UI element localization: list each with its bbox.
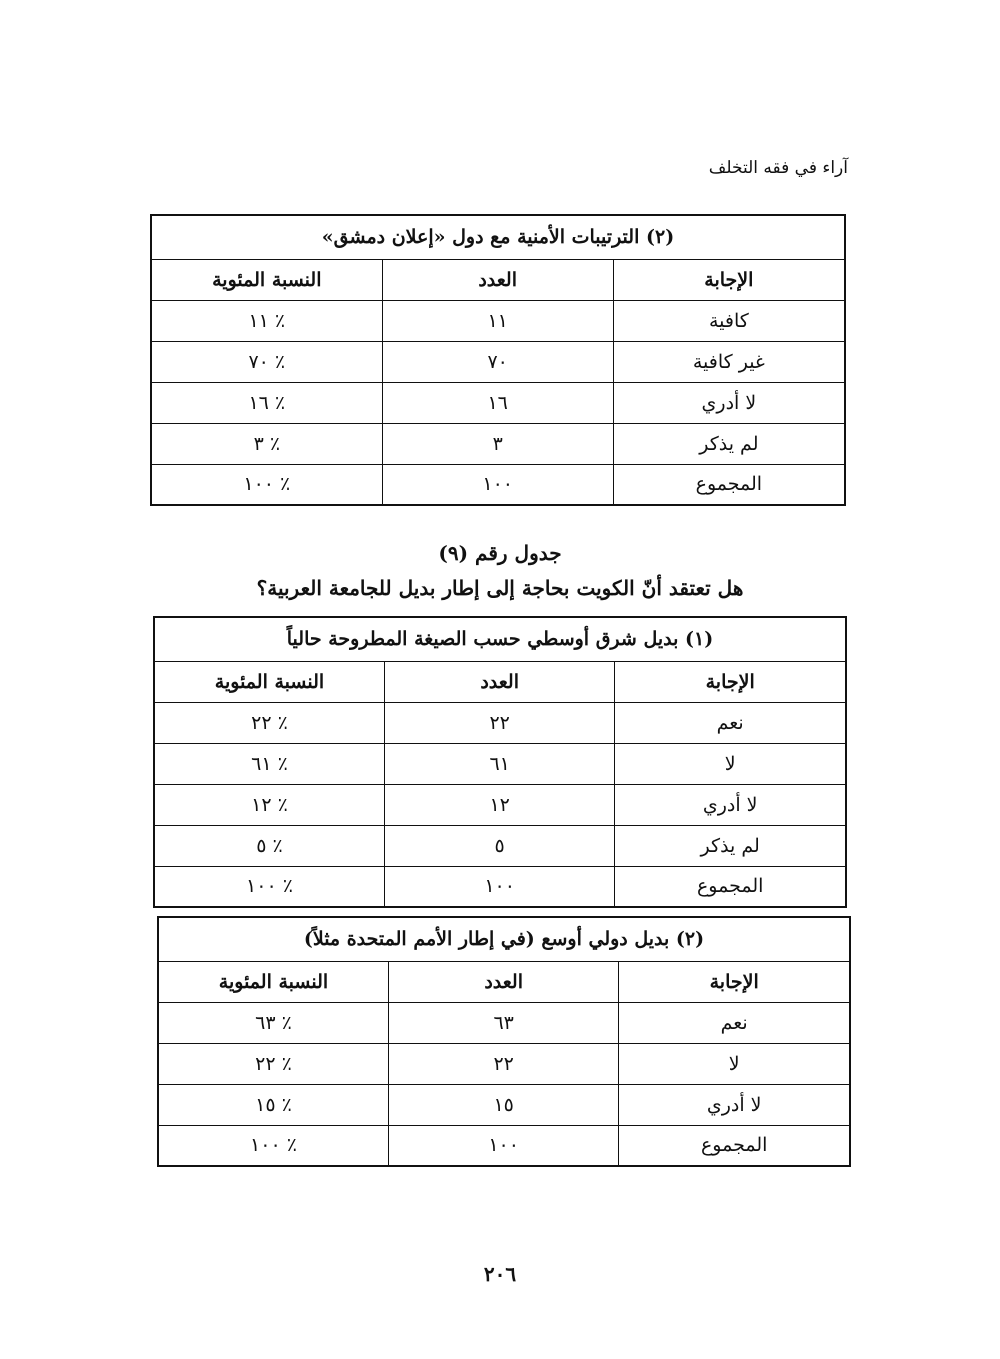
count-cell: ١٠٠ xyxy=(388,1125,618,1166)
percent-cell: ٪ ١١ xyxy=(151,300,382,341)
percent-cell: ٪ ٣ xyxy=(151,423,382,464)
answer-cell: غير كافية xyxy=(613,341,845,382)
answer-cell: لا أدري xyxy=(613,382,845,423)
answer-cell: لم يذكر xyxy=(615,825,846,866)
answer-cell: نعم xyxy=(615,702,846,743)
count-cell: ١١ xyxy=(382,300,613,341)
percent-cell: ٪ ١٠٠ xyxy=(154,866,384,907)
table-row xyxy=(154,825,846,866)
percent-cell: ٪ ٧٠ xyxy=(151,341,382,382)
header-percent: النسبة المئوية xyxy=(154,661,384,702)
table-row xyxy=(151,423,845,464)
percent-cell: ٪ ٥ xyxy=(154,825,384,866)
percent-cell: ٪ ١٠٠ xyxy=(151,464,382,505)
answer-cell: المجموع xyxy=(613,464,845,505)
percent-cell: ٪ ٦١ xyxy=(154,743,384,784)
header-count: العدد xyxy=(384,661,614,702)
table-row xyxy=(158,1084,850,1125)
count-cell: ١٢ xyxy=(384,784,614,825)
percent-cell: ٪ ٢٢ xyxy=(154,702,384,743)
percent-cell: ٪ ١٢ xyxy=(154,784,384,825)
count-cell: ٦٣ xyxy=(388,1002,618,1043)
security-arrangements-table xyxy=(150,214,846,506)
table-caption-number: جدول رقم (٩) xyxy=(438,541,562,565)
answer-cell: لا xyxy=(619,1043,850,1084)
table-row xyxy=(154,866,846,907)
header-percent: النسبة المئوية xyxy=(151,259,382,300)
international-alternative-table xyxy=(157,916,851,1167)
answer-cell: كافية xyxy=(613,300,845,341)
count-cell: ٢٢ xyxy=(388,1043,618,1084)
answer-cell: لا أدري xyxy=(619,1084,850,1125)
header-percent: النسبة المئوية xyxy=(158,961,388,1002)
middle-east-alternative-table xyxy=(153,616,847,908)
table-row xyxy=(158,1043,850,1084)
count-cell: ١٠٠ xyxy=(384,866,614,907)
table-caption-question: هل تعتقد أنّ الكويت بحاجة إلى إطار بديل للجامعة العربية؟ xyxy=(256,576,744,600)
header-answer: الإجابة xyxy=(613,259,845,300)
table-title: (١) بديل شرق أوسطي حسب الصيغة المطروحة حالياً xyxy=(154,617,846,661)
table-row xyxy=(151,341,845,382)
answer-cell: نعم xyxy=(619,1002,850,1043)
table-row xyxy=(154,743,846,784)
table-row xyxy=(151,382,845,423)
running-header: آراء في فقه التخلف xyxy=(708,158,848,178)
percent-cell: ٪ ١٦ xyxy=(151,382,382,423)
percent-cell: ٪ ١٥ xyxy=(158,1084,388,1125)
page-number: ٢٠٦ xyxy=(483,1262,517,1286)
table-row xyxy=(158,1002,850,1043)
header-answer: الإجابة xyxy=(619,961,850,1002)
count-cell: ٣ xyxy=(382,423,613,464)
header-answer: الإجابة xyxy=(615,661,846,702)
count-cell: ١٦ xyxy=(382,382,613,423)
table-title: (٢) الترتيبات الأمنية مع دول «إعلان دمشق» xyxy=(151,215,845,259)
table-row xyxy=(158,1125,850,1166)
answer-cell: المجموع xyxy=(619,1125,850,1166)
header-count: العدد xyxy=(388,961,618,1002)
count-cell: ٥ xyxy=(384,825,614,866)
count-cell: ٦١ xyxy=(384,743,614,784)
count-cell: ١٠٠ xyxy=(382,464,613,505)
percent-cell: ٪ ٦٣ xyxy=(158,1002,388,1043)
table-row xyxy=(154,702,846,743)
percent-cell: ٪ ٢٢ xyxy=(158,1043,388,1084)
table-row xyxy=(154,784,846,825)
header-count: العدد xyxy=(382,259,613,300)
answer-cell: المجموع xyxy=(615,866,846,907)
percent-cell: ٪ ١٠٠ xyxy=(158,1125,388,1166)
table-title: (٢) بديل دولي أوسع (في إطار الأمم المتحدة مثلاً) xyxy=(158,917,850,961)
count-cell: ٢٢ xyxy=(384,702,614,743)
count-cell: ٧٠ xyxy=(382,341,613,382)
answer-cell: لم يذكر xyxy=(613,423,845,464)
count-cell: ١٥ xyxy=(388,1084,618,1125)
table-row xyxy=(151,300,845,341)
answer-cell: لا xyxy=(615,743,846,784)
answer-cell: لا أدري xyxy=(615,784,846,825)
table-row xyxy=(151,464,845,505)
